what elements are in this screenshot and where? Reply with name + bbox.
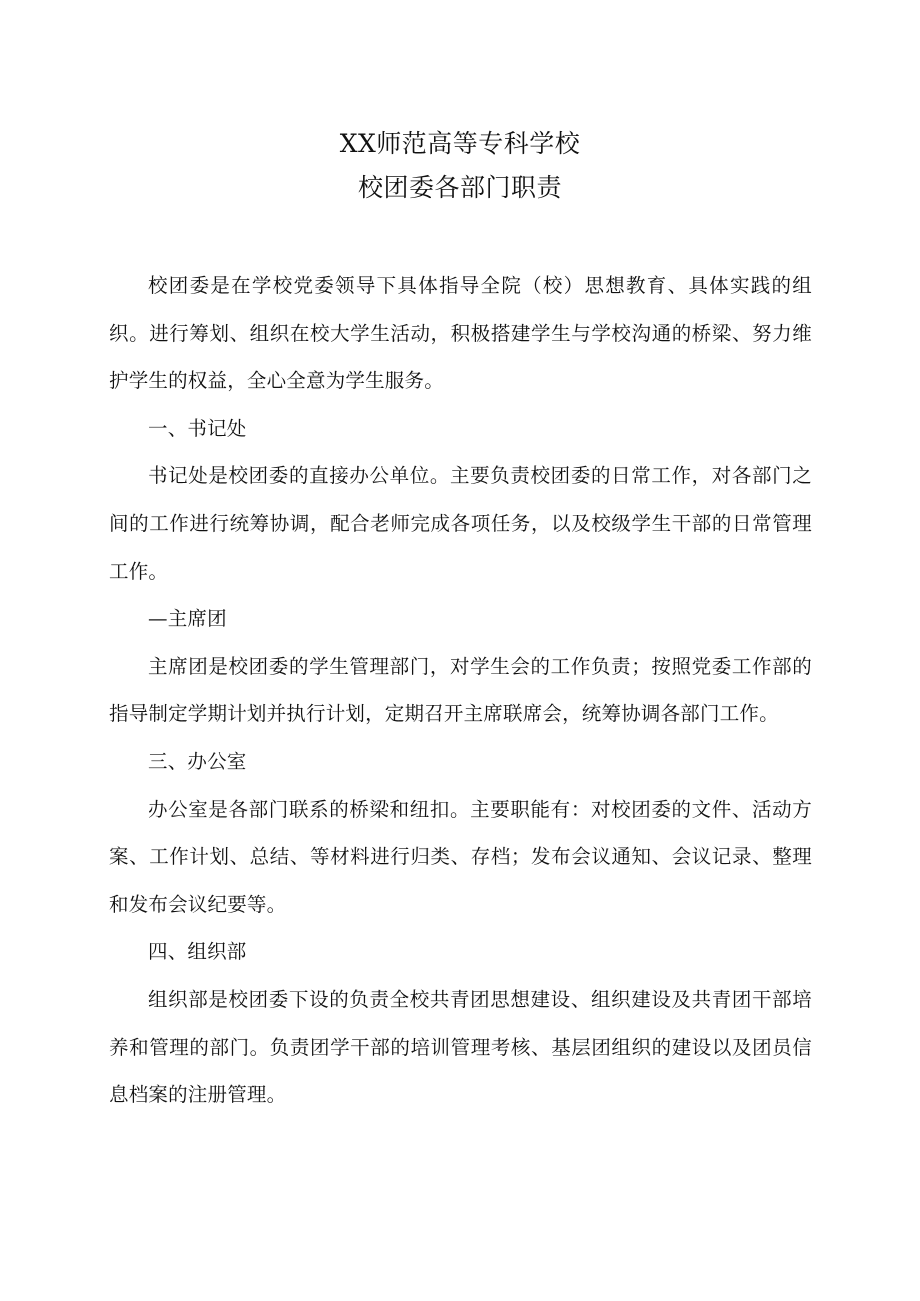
- section-heading-organization: 四、组织部: [148, 940, 247, 964]
- title-block: [0, 122, 920, 210]
- section-text-secretariat: 书记处是校团委的直接办公单位。主要负责校团委的日常工作，对各部门之间的工作进行统筹协调，配合老师完成各项任务，以及校级学生干部的日常管理工作。: [109, 464, 812, 583]
- section-text-presidium: 主席团是校团委的学生管理部门，对学生会的工作负责；按照党委工作部的指导制定学期计划并执行计划，定期召开主席联席会，统筹协调各部门工作。: [109, 654, 812, 726]
- section-heading-secretariat: 一、书记处: [148, 416, 247, 440]
- document-body: [109, 262, 812, 1119]
- intro-paragraph: 校团委是在学校党委领导下具体指导全院（校）思想教育、具体实践的组织。进行筹划、组织在校大学生活动，积极搭建学生与学校沟通的桥梁、努力维护学生的权益，全心全意为学生服务。: [109, 274, 812, 393]
- section-text-office: 办公室是各部门联系的桥梁和纽扣。主要职能有：对校团委的文件、活动方案、工作计划、总结、等材料进行归类、存档；发布会议通知、会议记录、整理和发布会议纪要等。: [109, 797, 812, 916]
- section-text-organization: 组织部是校团委下设的负责全校共青团思想建设、组织建设及共青团干部培养和管理的部门。负责团学干部的培训管理考核、基层团组织的建设以及团员信息档案的注册管理。: [109, 987, 812, 1107]
- section-heading-office: 三、办公室: [148, 749, 247, 773]
- document-title: XX师范高等专科学校: [339, 129, 581, 158]
- document-subtitle: 校团委各部门职责: [357, 173, 562, 202]
- section-heading-presidium: —主席团: [148, 607, 227, 631]
